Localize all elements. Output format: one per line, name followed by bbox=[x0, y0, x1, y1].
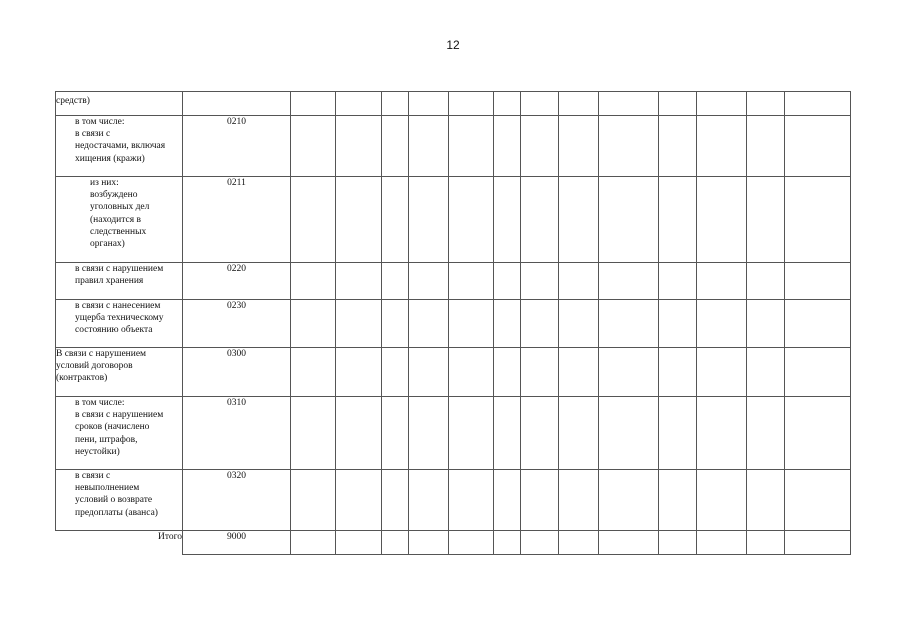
data-cell bbox=[659, 531, 697, 555]
data-cell bbox=[785, 397, 851, 470]
data-cell bbox=[382, 116, 409, 177]
data-cell bbox=[599, 263, 659, 300]
data-cell bbox=[697, 348, 747, 397]
label-line: пени, штрафов, bbox=[75, 434, 138, 445]
report-table bbox=[55, 91, 851, 555]
data-cell bbox=[494, 300, 521, 348]
data-cell bbox=[747, 300, 785, 348]
total-row bbox=[56, 531, 851, 555]
data-cell bbox=[409, 177, 449, 263]
data-cell bbox=[785, 348, 851, 397]
label-line: ущерба техническому bbox=[75, 313, 164, 324]
data-cell bbox=[785, 263, 851, 300]
row-code: 0300 bbox=[183, 348, 291, 397]
label-line: условий договоров bbox=[56, 361, 133, 372]
data-cell bbox=[336, 470, 382, 531]
data-cell bbox=[697, 397, 747, 470]
data-cell bbox=[521, 300, 559, 348]
data-cell bbox=[409, 470, 449, 531]
page-number: 12 bbox=[446, 38, 460, 52]
data-cell bbox=[785, 300, 851, 348]
data-cell bbox=[599, 300, 659, 348]
data-cell bbox=[494, 348, 521, 397]
total-label: Итого bbox=[157, 532, 182, 542]
data-cell bbox=[659, 397, 697, 470]
total-code: 9000 bbox=[183, 531, 291, 555]
row-label bbox=[56, 177, 183, 263]
row-label bbox=[56, 470, 183, 531]
data-cell bbox=[336, 348, 382, 397]
label-line: хищения (кражи) bbox=[75, 153, 145, 164]
table-row bbox=[56, 116, 851, 177]
label-line: неустойки) bbox=[75, 446, 120, 457]
label-line: из них: bbox=[90, 178, 119, 188]
data-cell bbox=[449, 116, 494, 177]
data-cell bbox=[291, 116, 336, 177]
data-cell bbox=[494, 116, 521, 177]
data-cell bbox=[559, 470, 599, 531]
data-cell bbox=[449, 470, 494, 531]
data-cell bbox=[449, 92, 494, 116]
row-code: 0210 bbox=[183, 116, 291, 177]
label-line: невыполнением bbox=[75, 483, 140, 494]
data-cell bbox=[382, 397, 409, 470]
label-line: недостачами, включая bbox=[75, 141, 166, 152]
data-cell bbox=[785, 177, 851, 263]
data-cell bbox=[559, 177, 599, 263]
data-cell bbox=[291, 92, 336, 116]
data-cell bbox=[521, 397, 559, 470]
data-cell bbox=[785, 92, 851, 116]
data-cell bbox=[409, 397, 449, 470]
data-cell bbox=[747, 177, 785, 263]
data-cell bbox=[382, 531, 409, 555]
row-code: 0310 bbox=[183, 397, 291, 470]
data-cell bbox=[659, 348, 697, 397]
data-cell bbox=[494, 177, 521, 263]
data-cell bbox=[659, 300, 697, 348]
data-cell bbox=[559, 348, 599, 397]
label-line: (находится в bbox=[90, 214, 141, 225]
data-cell bbox=[559, 300, 599, 348]
data-cell bbox=[747, 470, 785, 531]
data-cell bbox=[697, 263, 747, 300]
row-label bbox=[56, 92, 183, 116]
data-cell bbox=[336, 177, 382, 263]
label-line: предоплаты (аванса) bbox=[75, 507, 158, 518]
data-cell bbox=[494, 470, 521, 531]
data-cell bbox=[494, 92, 521, 116]
data-cell bbox=[291, 470, 336, 531]
label-line: состоянию объекта bbox=[75, 325, 153, 336]
data-cell bbox=[382, 92, 409, 116]
data-cell bbox=[291, 348, 336, 397]
data-cell bbox=[599, 92, 659, 116]
data-cell bbox=[521, 177, 559, 263]
data-cell bbox=[409, 348, 449, 397]
table-row bbox=[56, 263, 851, 300]
data-cell bbox=[559, 531, 599, 555]
data-cell bbox=[494, 531, 521, 555]
label-line: в том числе: bbox=[75, 117, 125, 127]
data-cell bbox=[785, 531, 851, 555]
data-cell bbox=[494, 263, 521, 300]
data-cell bbox=[521, 92, 559, 116]
data-cell bbox=[785, 470, 851, 531]
row-label bbox=[56, 397, 183, 470]
data-cell bbox=[382, 263, 409, 300]
table-row bbox=[56, 397, 851, 470]
data-cell bbox=[659, 263, 697, 300]
data-cell bbox=[336, 116, 382, 177]
data-cell bbox=[336, 92, 382, 116]
data-cell bbox=[659, 116, 697, 177]
data-cell bbox=[382, 470, 409, 531]
label-line: в связи с bbox=[75, 129, 111, 140]
data-cell bbox=[336, 263, 382, 300]
row-label bbox=[56, 263, 183, 300]
label-line: в связи с нарушением bbox=[75, 410, 164, 421]
data-cell bbox=[599, 177, 659, 263]
data-cell bbox=[747, 92, 785, 116]
data-cell bbox=[521, 470, 559, 531]
data-cell bbox=[659, 92, 697, 116]
data-cell bbox=[747, 531, 785, 555]
table-row bbox=[56, 470, 851, 531]
data-cell bbox=[659, 177, 697, 263]
data-cell bbox=[747, 263, 785, 300]
row-label bbox=[56, 348, 183, 397]
label-line: в связи с нанесением bbox=[75, 301, 161, 311]
data-cell bbox=[449, 397, 494, 470]
data-cell bbox=[382, 348, 409, 397]
data-cell bbox=[747, 397, 785, 470]
table-row bbox=[56, 177, 851, 263]
label-line: в связи с нарушением bbox=[75, 264, 164, 274]
row-code bbox=[183, 92, 291, 116]
data-cell bbox=[559, 397, 599, 470]
label-line: (контрактов) bbox=[56, 373, 108, 384]
label-line: сроков (начислено bbox=[75, 422, 150, 433]
data-cell bbox=[449, 263, 494, 300]
data-cell bbox=[336, 531, 382, 555]
table-row bbox=[56, 92, 851, 116]
data-cell bbox=[785, 116, 851, 177]
label-line: следственных bbox=[90, 226, 147, 237]
data-cell bbox=[291, 397, 336, 470]
data-cell bbox=[409, 263, 449, 300]
data-cell bbox=[747, 348, 785, 397]
data-cell bbox=[449, 300, 494, 348]
data-cell bbox=[449, 348, 494, 397]
data-cell bbox=[409, 531, 449, 555]
data-cell bbox=[336, 397, 382, 470]
data-cell bbox=[747, 116, 785, 177]
data-cell bbox=[697, 116, 747, 177]
data-cell bbox=[449, 177, 494, 263]
data-cell bbox=[697, 531, 747, 555]
data-cell bbox=[409, 116, 449, 177]
data-cell bbox=[599, 397, 659, 470]
row-code: 0230 bbox=[183, 300, 291, 348]
label-line: условий о возврате bbox=[75, 495, 153, 506]
label-line: в связи с bbox=[75, 471, 111, 481]
label-line: возбуждено bbox=[90, 190, 138, 201]
table-row bbox=[56, 300, 851, 348]
data-cell bbox=[291, 531, 336, 555]
row-code: 0211 bbox=[183, 177, 291, 263]
data-cell bbox=[599, 470, 659, 531]
data-cell bbox=[697, 470, 747, 531]
label-line: в том числе: bbox=[75, 398, 125, 408]
data-cell bbox=[599, 531, 659, 555]
data-cell bbox=[559, 116, 599, 177]
data-cell bbox=[697, 300, 747, 348]
data-cell bbox=[521, 116, 559, 177]
data-cell bbox=[382, 300, 409, 348]
row-label bbox=[56, 116, 183, 177]
row-code: 0320 bbox=[183, 470, 291, 531]
data-cell bbox=[599, 116, 659, 177]
label-line: В связи с нарушением bbox=[56, 349, 147, 359]
data-cell bbox=[382, 177, 409, 263]
data-cell bbox=[521, 531, 559, 555]
data-cell bbox=[409, 92, 449, 116]
data-cell bbox=[697, 92, 747, 116]
data-cell bbox=[521, 263, 559, 300]
label-line: органах) bbox=[90, 239, 125, 250]
data-cell bbox=[291, 300, 336, 348]
table-row bbox=[56, 348, 851, 397]
data-cell bbox=[449, 531, 494, 555]
label-line: средств) bbox=[56, 96, 90, 106]
data-cell bbox=[521, 348, 559, 397]
label-line: уголовных дел bbox=[90, 202, 150, 213]
data-cell bbox=[697, 177, 747, 263]
data-cell bbox=[291, 263, 336, 300]
data-cell bbox=[409, 300, 449, 348]
row-label bbox=[56, 300, 183, 348]
row-code: 0220 bbox=[183, 263, 291, 300]
data-cell bbox=[559, 263, 599, 300]
data-cell bbox=[659, 470, 697, 531]
data-cell bbox=[599, 348, 659, 397]
data-cell bbox=[291, 177, 336, 263]
data-cell bbox=[494, 397, 521, 470]
data-cell bbox=[336, 300, 382, 348]
data-cell bbox=[559, 92, 599, 116]
label-line: правил хранения bbox=[75, 276, 144, 287]
